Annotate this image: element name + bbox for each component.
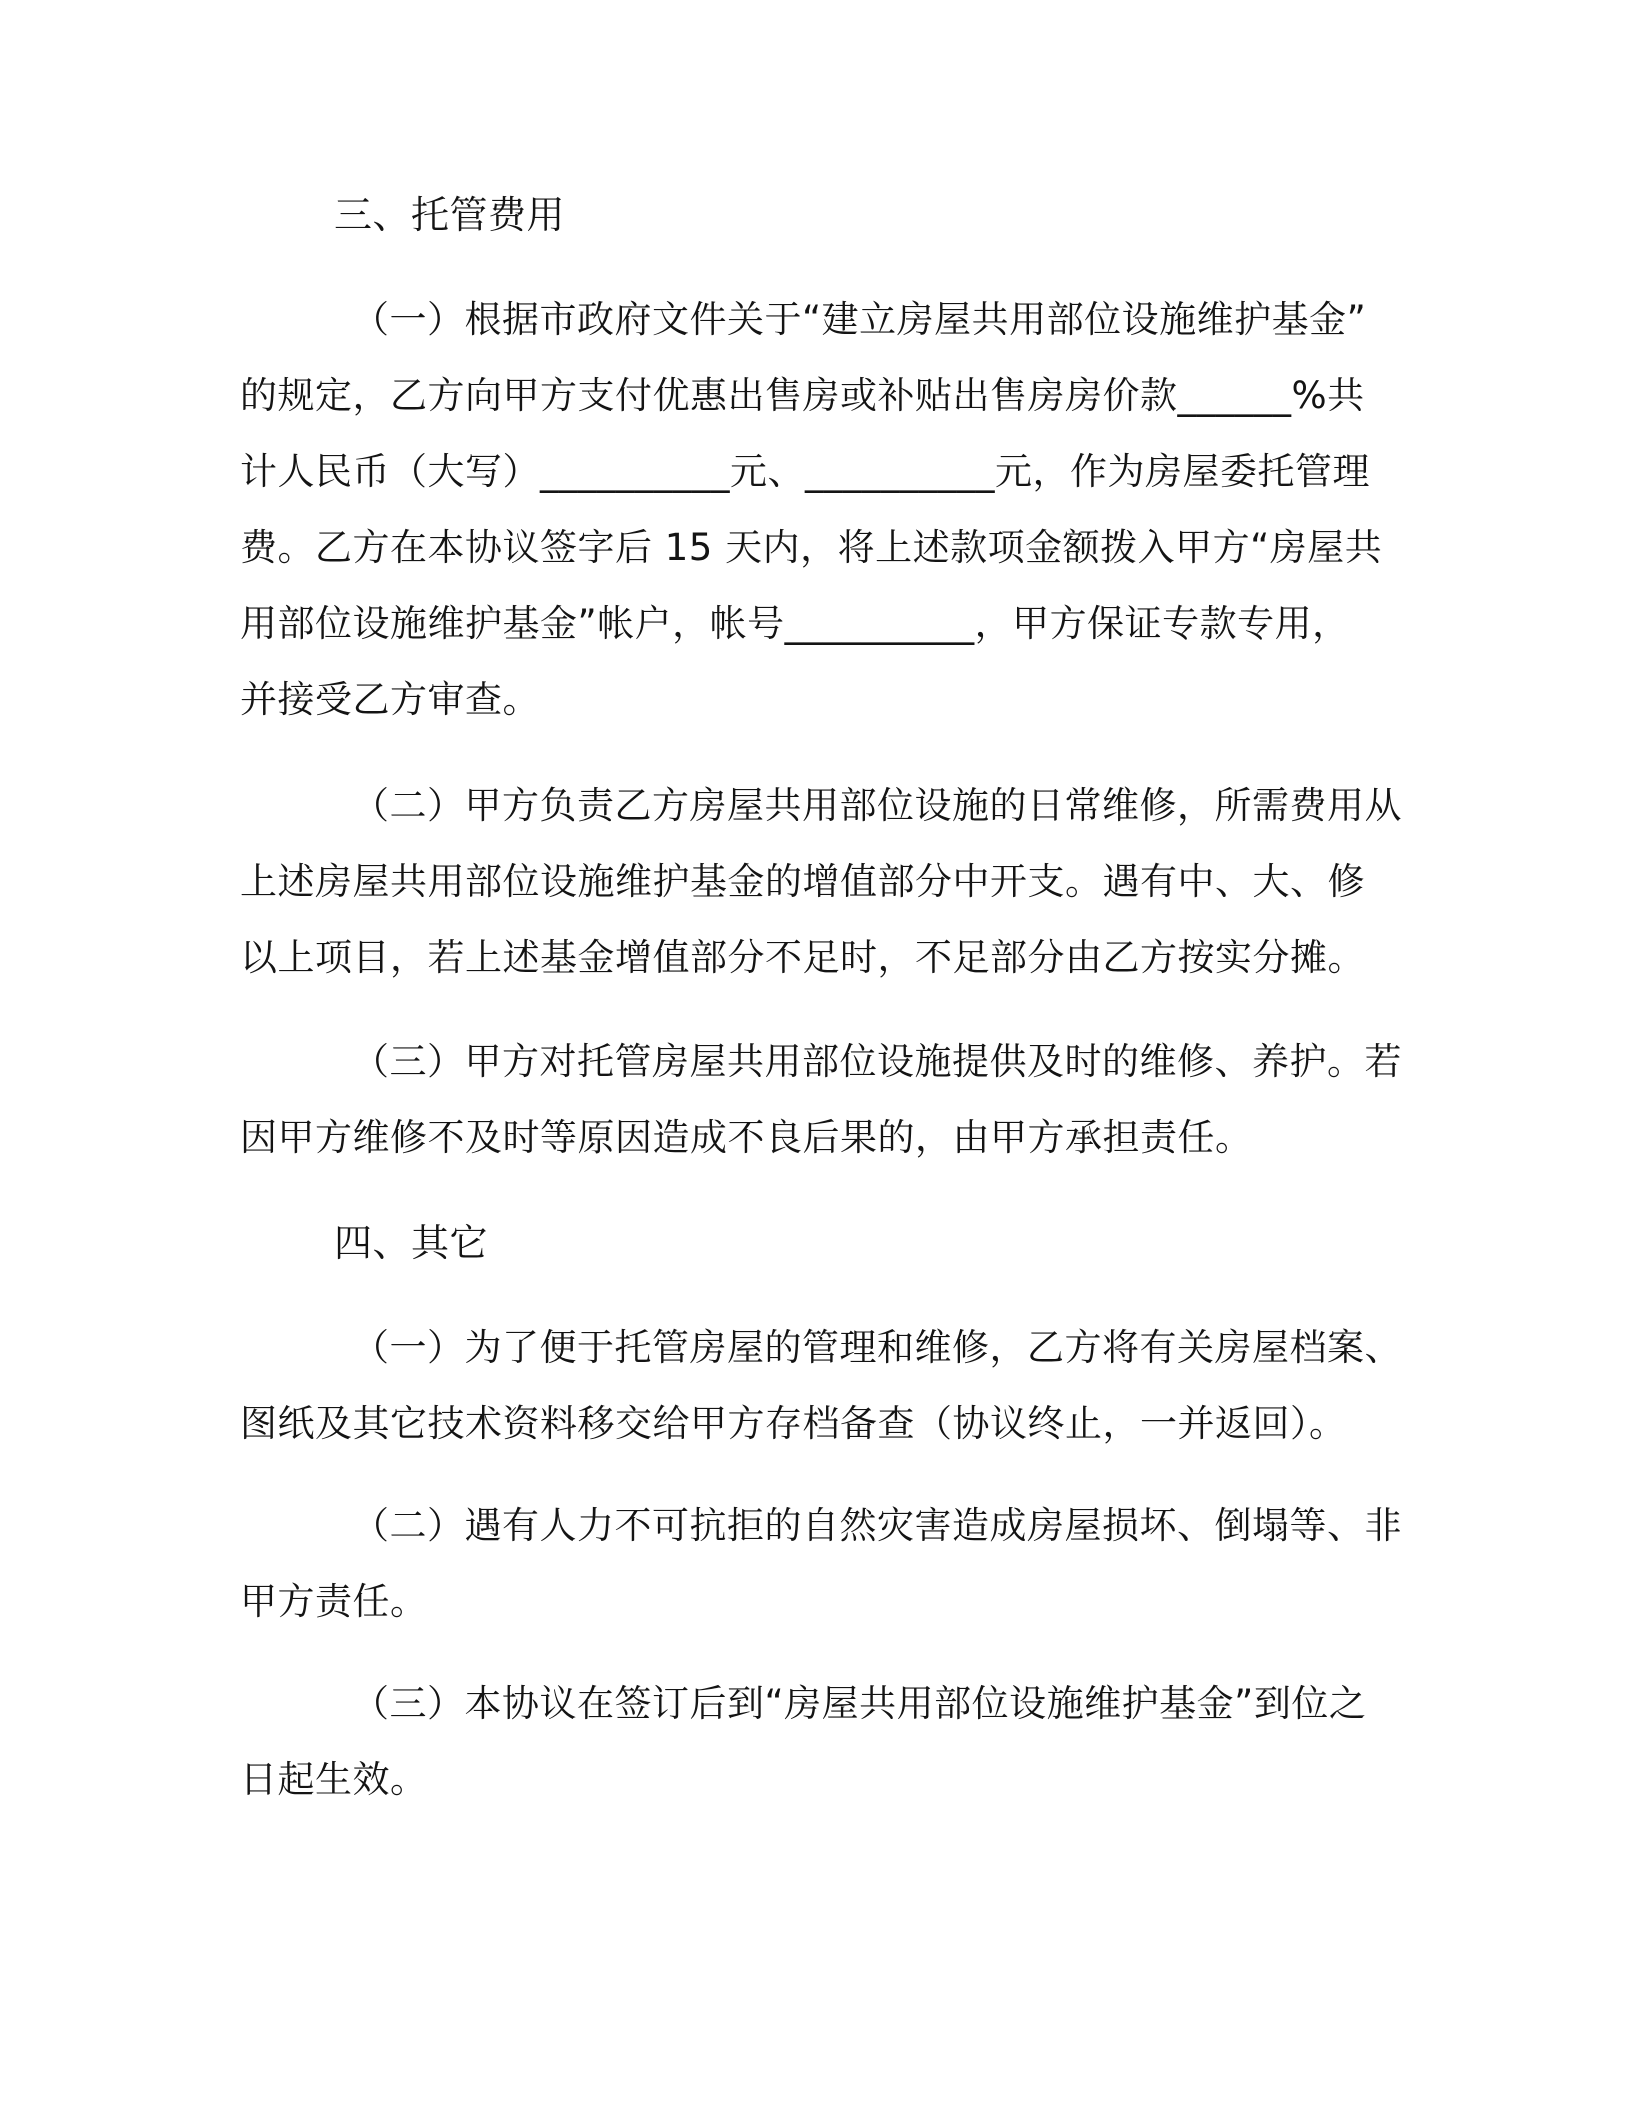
- text-line: 并接受乙方审查。: [240, 678, 540, 721]
- text-line: 用部位设施维护基金”帐户，帐号__________，甲方保证专款专用，: [240, 602, 1350, 645]
- text-line: 计人民币（大写）__________元、__________元，作为房屋委托管理: [240, 450, 1370, 493]
- paragraph-other-1: [240, 1310, 1402, 1462]
- text-line: （一）为了便于托管房屋的管理和维修，乙方将有关房屋档案、: [352, 1326, 1402, 1369]
- text-line: 上述房屋共用部位设施维护基金的增值部分中开支。遇有中、大、修: [240, 860, 1365, 903]
- paragraph-fees-1: [240, 282, 1392, 738]
- section-heading-other: 四、其它: [334, 1221, 489, 1265]
- text-line: 费。乙方在本协议签字后 15 天内，将上述款项金额拨入甲方“房屋共: [240, 526, 1383, 569]
- section-heading-fees: 三、托管费用: [334, 193, 566, 237]
- text-line: 以上项目，若上述基金增值部分不足时，不足部分由乙方按实分摊。: [240, 936, 1365, 979]
- text-line: 的规定，乙方向甲方支付优惠出售房或补贴出售房房价款______%共: [240, 374, 1365, 417]
- text-line: 图纸及其它技术资料移交给甲方存档备查（协议终止，一并返回）。: [240, 1402, 1347, 1445]
- paragraph-other-3: [240, 1666, 1392, 1818]
- text-line: （三）甲方对托管房屋共用部位设施提供及时的维修、养护。若: [352, 1040, 1402, 1083]
- text-line: 日起生效。: [240, 1758, 428, 1801]
- text-line: （三）本协议在签订后到“房屋共用部位设施维护基金”到位之: [352, 1682, 1367, 1725]
- text-line: （二）遇有人力不可抗拒的自然灾害造成房屋损坏、倒塌等、非: [352, 1504, 1402, 1547]
- text-line: （二）甲方负责乙方房屋共用部位设施的日常维修，所需费用从: [352, 784, 1402, 827]
- text-line: （一）根据市政府文件关于“建立房屋共用部位设施维护基金”: [352, 298, 1367, 341]
- paragraph-fees-2: [240, 768, 1402, 996]
- paragraph-fees-3: [240, 1024, 1402, 1176]
- text-line: 因甲方维修不及时等原因造成不良后果的，由甲方承担责任。: [240, 1116, 1253, 1159]
- paragraph-other-2: [240, 1488, 1402, 1640]
- text-line: 甲方责任。: [240, 1580, 428, 1623]
